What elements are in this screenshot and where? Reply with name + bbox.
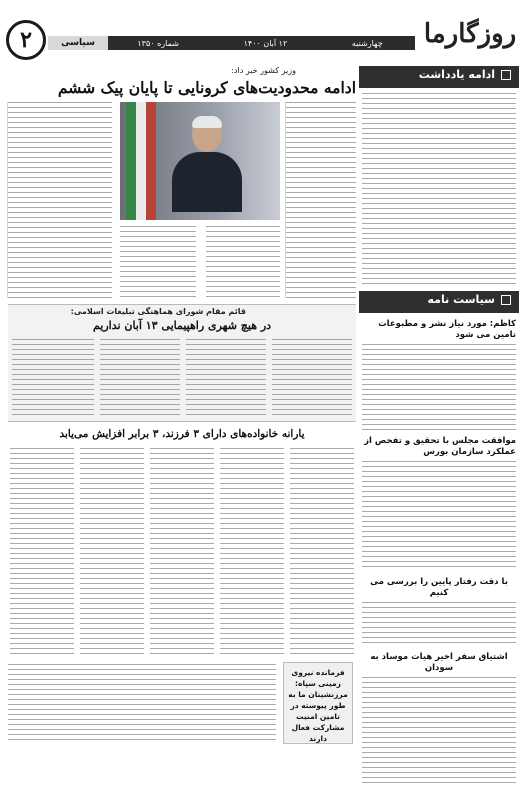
third-headline: یارانه خانواده‌های دارای ۳ فرزند، ۳ برابر افزایش می‌یابد	[59, 428, 305, 440]
briefs-title: سیاست نامه	[427, 293, 495, 306]
page-number: ۲	[6, 20, 46, 60]
bottom-article-text	[8, 664, 276, 744]
issue-label: شماره ۱۳۵۰	[137, 38, 179, 48]
editorial-text	[362, 93, 516, 285]
third-column-5	[10, 448, 74, 654]
lead-headline: ادامه محدودیت‌های کرونایی تا پایان پیک ششم	[57, 78, 356, 97]
section-label: سیاسی	[48, 36, 108, 50]
brief-4-text	[362, 677, 516, 785]
person-image	[172, 116, 242, 212]
editorial-header	[359, 66, 519, 88]
date-label: ۱۲ آبان ۱۴۰۰	[243, 38, 288, 48]
quote-text: فرمانده نیروی زمینی سپاه: مرزنشینان ما به طور پیوسته در تامین امنیت مشارکت فعال دارند	[288, 668, 348, 743]
second-column-3	[100, 339, 180, 419]
masthead	[6, 14, 519, 60]
sidebar	[359, 66, 519, 744]
day-label: چهارشنبه	[351, 38, 383, 48]
flag-image	[126, 102, 156, 220]
square-icon	[501, 295, 511, 305]
lead-kicker: وزیر کشور خبر داد:	[231, 66, 296, 75]
brief-3-text	[362, 602, 516, 646]
lead-column-4	[7, 102, 112, 298]
third-column-4	[80, 448, 144, 654]
brief-4-title: اشتیاق سفر اخیر هیات موساد به سودان	[370, 652, 508, 673]
second-column-1	[272, 339, 352, 419]
brief-3-title: با دقت رفتار پایین را بررسی می کنیم	[370, 577, 508, 598]
second-kicker: قائم مقام شورای هماهنگی تبلیغات اسلامی:	[70, 307, 246, 316]
third-column-3	[150, 448, 214, 654]
newspaper-logo: روزگارما	[423, 19, 517, 49]
lead-column-2	[206, 226, 280, 298]
square-icon	[501, 70, 511, 80]
date-bar	[105, 36, 415, 50]
third-column-1	[290, 448, 354, 654]
brief-1-title: کاظم: مورد نیاز نشر و مطبوعات تامین می شود	[378, 319, 516, 340]
third-column-2	[220, 448, 284, 654]
minister-photo	[120, 102, 280, 220]
second-column-4	[12, 339, 94, 419]
editorial-title: ادامه یادداشت	[418, 68, 495, 81]
lead-column-3	[120, 226, 196, 298]
third-story	[8, 428, 356, 658]
lead-story	[8, 66, 356, 302]
brief-2-title: موافقت مجلس با تحقیق و تفحص از عملکرد سازمان بورس	[364, 436, 516, 457]
second-column-2	[186, 339, 266, 419]
brief-1-text	[362, 344, 516, 430]
second-story	[8, 304, 356, 422]
quote-box	[283, 662, 353, 744]
lead-column-1	[285, 102, 356, 298]
brief-2-text	[362, 461, 516, 571]
briefs-header	[359, 291, 519, 313]
second-headline: در هیچ شهری راهپیمایی ۱۳ آبان نداریم	[92, 319, 272, 332]
